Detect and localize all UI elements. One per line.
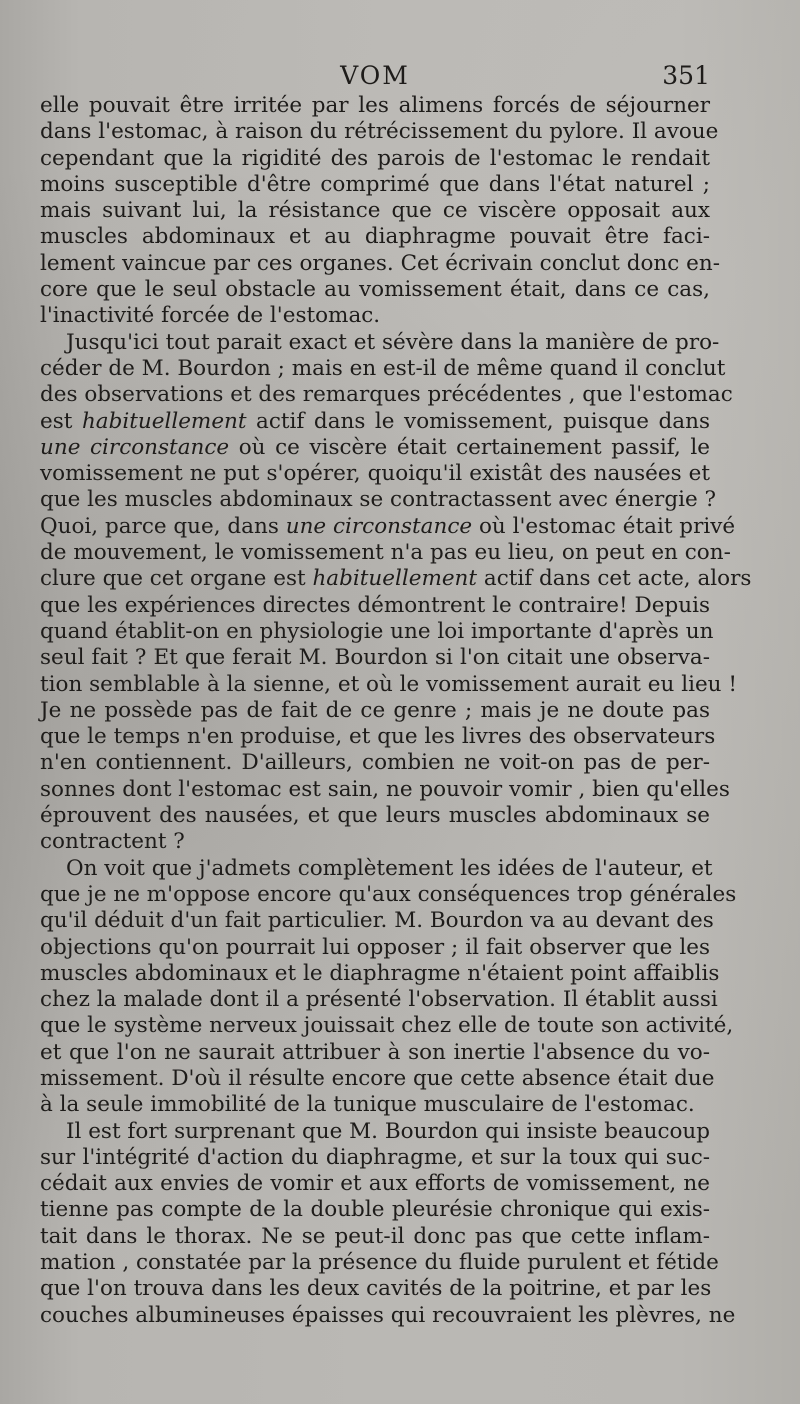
text-line: missement. D'où il résulte encore que cette absence était due [40,1065,715,1091]
text-line: couches albumineuses épaisses qui recouvraient les plèvres, ne [40,1302,736,1328]
text-line: dans l'estomac, à raison du rétrécissement du pylore. Il avoue [40,119,719,145]
text-line: sur l'intégrité d'action du diaphragme, et sur la toux qui suc- [40,1144,710,1170]
text-line: seul fait ? Et que ferait M. Bourdon si l'on citait une observa- [40,645,710,671]
text-line: que les muscles abdominaux se contractassent avec énergie ? [40,487,717,513]
text-line: tait dans le thorax. Ne se peut-il donc pas que cette inflam- [40,1223,710,1249]
page-header [40,58,710,94]
text-line: sonnes dont l'estomac est sain, ne pouvoir vomir , bien qu'elles [40,776,730,802]
text-line: elle pouvait être irritée par les alimens forcés de séjourner [40,93,710,118]
text-line: qu'il déduit d'un fait particulier. M. Bourdon va au devant des [40,908,714,934]
text-line: quand établit-on en physiologie une loi importante d'après un [40,618,714,644]
text-line: Il est fort surprenant que M. Bourdon qui insiste beaucoup [66,1118,711,1144]
text-line: mais suivant lui, la résistance que ce viscère opposait aux [40,198,710,224]
page-number: 351 [662,61,710,90]
text-line: que je ne m'oppose encore qu'aux conséquences trop générales [40,881,737,907]
text-line: Je ne possède pas de fait de ce genre ; mais je ne doute pas [40,697,710,723]
text-line: chez la malade dont il a présenté l'observation. Il établit aussi [40,987,718,1013]
body-text [40,93,752,1329]
text-line: que le temps n'en produise, et que les livres des observateurs [40,724,716,750]
text-line: n'en contiennent. D'ailleurs, combien ne voit-on pas de per- [40,750,710,776]
paragraph [40,329,752,856]
text-line: cédait aux envies de vomir et aux efforts de vomissement, ne [40,1171,710,1197]
text-line: vomissement ne put s'opérer, quoiqu'il existât des nausées et [40,461,710,487]
text-line: de mouvement, le vomissement n'a pas eu lieu, on peut en con- [40,540,731,566]
text-line: cependant que la rigidité des parois de l'estomac le rendait [40,145,710,171]
text-line: une circonstance où ce viscère était certainement passif, le [40,434,710,460]
text-line: mation , constatée par la présence du fluide purulent et fétide [40,1250,719,1276]
text-line: est habituellement actif dans le vomissement, puisque dans [40,408,711,434]
text-line: céder de M. Bourdon ; mais en est-il de même quand il conclut [40,355,726,381]
text-line: que l'on trouva dans les deux cavités de la poitrine, et par les [40,1276,712,1302]
text-line: éprouvent des nausées, et que leurs muscles abdominaux se [40,803,710,829]
text-line: On voit que j'admets complètement les idées de l'auteur, et [66,855,713,881]
paragraph [40,1118,736,1329]
running-head: VOM [340,61,410,90]
text-line: contractent ? [40,829,185,855]
text-line: que le système nerveux jouissait chez elle de toute son activité, [40,1013,734,1039]
text-line: des observations et des remarques précédentes , que l'estomac [40,382,733,408]
text-line: tion semblable à la sienne, et où le vomissement aurait eu lieu ! [40,671,737,697]
text-line: tienne pas compte de la double pleurésie chronique qui exis- [40,1197,710,1223]
text-line: que les expériences directes démontrent le contraire! Depuis [40,592,710,618]
text-line: lement vaincue par ces organes. Cet écrivain conclut donc en- [40,250,720,276]
text-line: muscles abdominaux et le diaphragme n'étaient point affaiblis [40,960,720,986]
text-line: objections qu'on pourrait lui opposer ; il fait observer que les [40,934,710,960]
text-line: et que l'on ne saurait attribuer à son inertie l'absence du vo- [40,1039,710,1065]
text-line: Jusqu'ici tout parait exact et sévère dans la manière de pro- [66,329,720,355]
text-line: l'inactivité forcée de l'estomac. [40,303,381,329]
text-line: Quoi, parce que, dans une circonstance où l'estomac était privé [40,513,736,539]
text-line: muscles abdominaux et au diaphragme pouvait être faci- [40,224,710,250]
text-line: core que le seul obstacle au vomissement était, dans ce cas, [40,277,710,303]
text-line: clure que cet organe est habituellement actif dans cet acte, alors [40,566,752,592]
paragraph [40,93,720,330]
text-line: moins susceptible d'être comprimé que dans l'état naturel ; [40,171,710,197]
text-line: à la seule immobilité de la tunique musculaire de l'estomac. [40,1092,695,1118]
paragraph [40,855,737,1119]
